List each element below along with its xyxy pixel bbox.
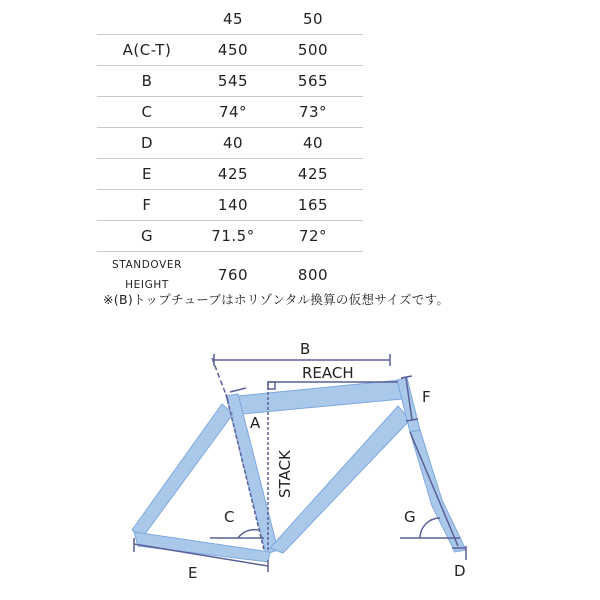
row-value-45: 71.5° (211, 227, 255, 245)
label-g: G (404, 508, 416, 526)
row-value-45: 450 (217, 41, 249, 59)
frame-geometry-diagram (0, 320, 600, 600)
row-value-50: 72° (298, 227, 328, 245)
row-label: F (142, 196, 152, 214)
top-tube (228, 380, 402, 415)
label-f: F (422, 388, 431, 406)
row-value-50: 425 (297, 165, 329, 183)
row-label: E (142, 165, 152, 183)
label-reach: REACH (302, 364, 354, 382)
row-value-50: 565 (297, 72, 329, 90)
table-row (97, 35, 363, 66)
label-stack: STACK (276, 450, 294, 498)
table-header-row (97, 4, 363, 35)
row-label: C (141, 103, 153, 121)
table-row (97, 128, 363, 159)
row-value-45: 40 (222, 134, 244, 152)
label-c: C (224, 508, 235, 526)
row-label: D (140, 134, 154, 152)
row-value-50: 73° (298, 103, 328, 121)
label-b: B (300, 340, 311, 358)
row-value-45: 140 (217, 196, 249, 214)
row-value-45: 74° (218, 103, 248, 121)
g-angle-arc (420, 518, 440, 538)
footnote: ※(B)トップチューブはホリゾンタル換算の仮想サイズです。 (103, 292, 450, 307)
table-row (97, 190, 363, 221)
row-value-45: 545 (217, 72, 249, 90)
header-label-cell (97, 4, 197, 34)
row-label: B (141, 72, 153, 90)
standover-label-line1: STANDOVER (112, 259, 182, 271)
header-size-45: 45 (222, 10, 244, 28)
table-row (97, 221, 363, 252)
table-row (97, 97, 363, 128)
table-row (97, 66, 363, 97)
row-value-50: 40 (302, 134, 324, 152)
c-angle-arc (238, 530, 258, 538)
row-label: G (140, 227, 154, 245)
label-a: A (250, 414, 261, 432)
table-row (97, 159, 363, 190)
standover-value-45: 760 (217, 266, 249, 284)
label-d: D (454, 562, 466, 580)
fork (410, 430, 466, 552)
geometry-table (97, 4, 363, 298)
standover-value-50: 800 (297, 266, 329, 284)
label-e: E (188, 564, 198, 582)
standover-label-line2: HEIGHT (125, 279, 169, 291)
row-value-50: 165 (297, 196, 329, 214)
row-value-45: 425 (217, 165, 249, 183)
frame-tubes (132, 378, 466, 562)
row-value-50: 500 (297, 41, 329, 59)
row-label: A(C-T) (122, 41, 172, 59)
header-size-50: 50 (302, 10, 324, 28)
seat-stay (132, 404, 233, 538)
